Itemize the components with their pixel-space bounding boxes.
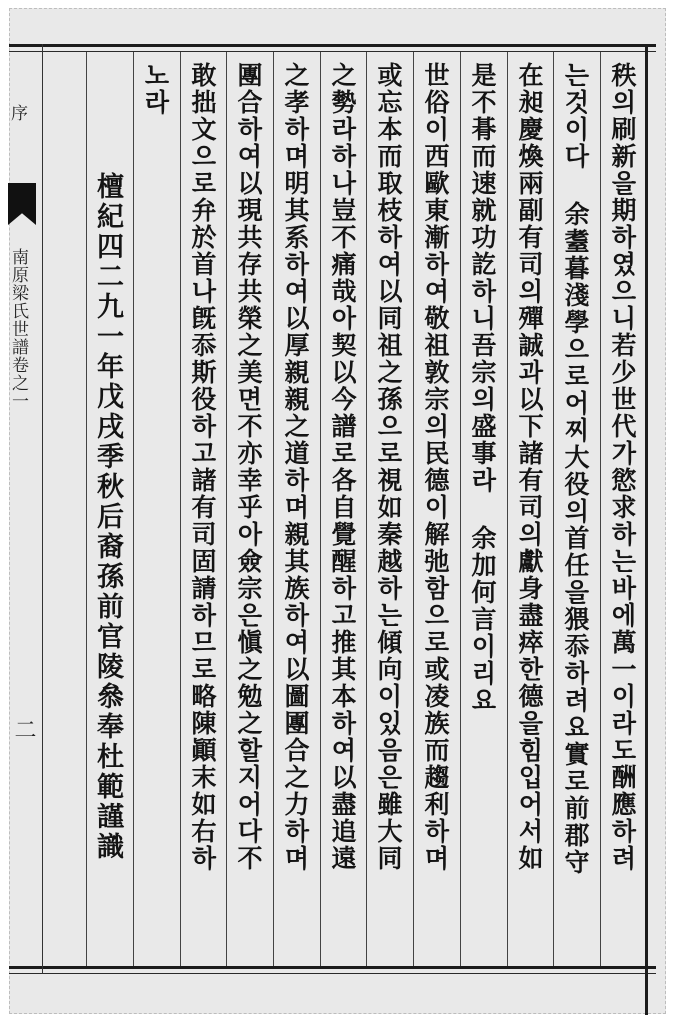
preface-column-6: 或忘本而取枝하여以同祖之孫으로視如秦越하는傾向이있음은雖大同 [374, 62, 403, 872]
column-rule [553, 52, 554, 966]
frame-bottom-inner-line [9, 973, 656, 974]
column-rule [413, 52, 414, 966]
frame-right-border [645, 44, 648, 1015]
column-rule [226, 52, 227, 966]
column-rule [320, 52, 321, 966]
column-rule [460, 52, 461, 966]
spine-divider [42, 44, 43, 974]
column-rule [600, 52, 601, 966]
preface-column-1: 秩의刷新을期하였으니若少世代가慾求하는바에萬一이라도酬應하려 [608, 62, 637, 872]
column-rule [86, 52, 87, 966]
preface-column-3: 在昶慶煥兩副有司의殫誠과以下諸有司의獻身盡瘁한德을힘입어서如 [515, 62, 544, 872]
preface-column-11: 노라 [141, 62, 170, 116]
preface-column-4: 是不朞而速就功訖하니吾宗의盛事라 余加何言이리요 [468, 62, 497, 714]
section-label: 序 [7, 104, 27, 122]
page-number: 二 [11, 718, 36, 740]
frame-top-inner-line [9, 51, 656, 52]
column-rule [507, 52, 508, 966]
column-rule [366, 52, 367, 966]
colophon-signature-line: 檀紀四二九一年戊戌季秋后裔孫前官陵叅奉杜範謹識 [92, 172, 123, 862]
preface-column-10: 敢拙文으로弁於首나旣忝斯役하고諸有司固請하므로略陳顚末如右하 [188, 62, 217, 872]
frame-top-border [9, 44, 656, 47]
preface-column-5: 世俗이西歐東漸하여敬祖敦宗의民德이解弛함으로或凌族而趨利하며 [421, 62, 450, 872]
preface-column-2: 는것이다 余耋暮淺學으로어찌大役의首任을猥忝하려요實로前郡守 [561, 62, 590, 876]
preface-column-9: 團合하여以現共存共榮之美면不亦幸乎아僉宗은愼之勉之할지어다不 [234, 62, 263, 872]
column-rule [133, 52, 134, 966]
column-rule [180, 52, 181, 966]
preface-column-8: 之孝하며明其系하여以厚親親之道하며親其族하여以圖團合之力하며 [281, 62, 310, 872]
frame-bottom-border [9, 966, 656, 969]
book-title: 南原梁氏世譜卷之一 [8, 248, 28, 410]
column-rule [273, 52, 274, 966]
preface-column-7: 之勢라하나豈不痛哉아契以今譜로各自覺醒하고推其本하여以盡追遠 [328, 62, 357, 872]
